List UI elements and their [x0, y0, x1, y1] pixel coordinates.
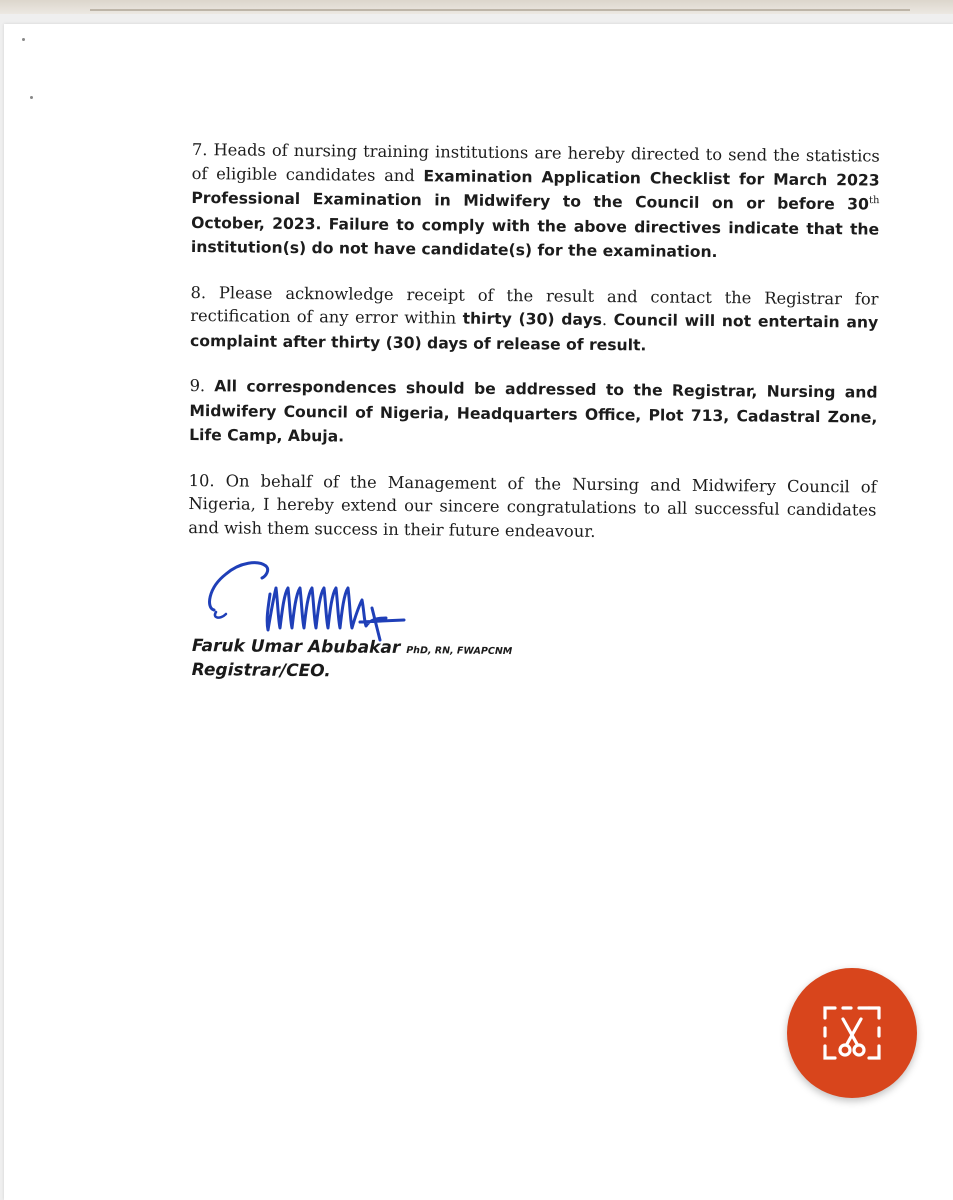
bold-text: October, 2023. Failure to comply with the above directives indicate that the institution(s) do not have candidate(s) for the examination.	[190, 213, 880, 262]
bold-text: Examination Application Checklist for March 2023 Professional Examination in Midwifery to the Council on or before 30	[191, 166, 880, 214]
paragraph-9	[189, 374, 878, 454]
letter-body	[188, 138, 880, 567]
paragraph-10	[188, 468, 877, 545]
signature	[196, 548, 426, 648]
signatory-credentials: PhD, RN, FWAPCNM	[406, 645, 513, 658]
screenshot-crop-icon	[821, 1002, 883, 1064]
signatory-block	[192, 636, 513, 683]
signatory-name: Faruk Umar Abubakar	[191, 636, 401, 658]
bold-text: All correspondences should be addressed to the Registrar, Nursing and Midwifery Council of Nigeria, Headquarters Office, Plot 713, Cadastral Zone, Life Camp, Abuja.	[189, 377, 878, 446]
paragraph-8	[190, 280, 879, 359]
body-text: On behalf of the Management of the Nursing and Midwifery Council of Nigeria, I hereby extend our sincere congratulations to all successful candidates and wish them success in their future endeavour.	[188, 470, 877, 541]
scan-speck	[30, 96, 33, 99]
paragraph-number: 7.	[191, 139, 208, 160]
handwritten-signature-icon	[196, 548, 426, 648]
bold-text: Council will not entertain any complaint after thirty (30) days of release of result.	[189, 311, 879, 354]
body-text: Heads of nursing training institutions are hereby directed to send the statistics of eligible candidates and	[191, 140, 880, 185]
bold-text: thirty (30) days	[462, 309, 603, 329]
body-text: .	[601, 309, 614, 330]
scan-speck	[22, 38, 25, 41]
paragraph-number: 10.	[188, 470, 215, 490]
screenshot-crop-button[interactable]	[787, 968, 917, 1098]
paragraph-number: 9.	[189, 375, 206, 396]
page-edge-line	[90, 9, 910, 11]
signatory-title: Registrar/CEO.	[191, 659, 331, 682]
body-text: Please acknowledge receipt of the result and contact the Registrar for rectification of any error within	[190, 282, 879, 328]
paragraph-7	[191, 138, 880, 266]
top-edge-strip	[0, 0, 953, 14]
superscript-text: th	[868, 195, 880, 207]
paragraph-number: 8.	[190, 282, 207, 302]
